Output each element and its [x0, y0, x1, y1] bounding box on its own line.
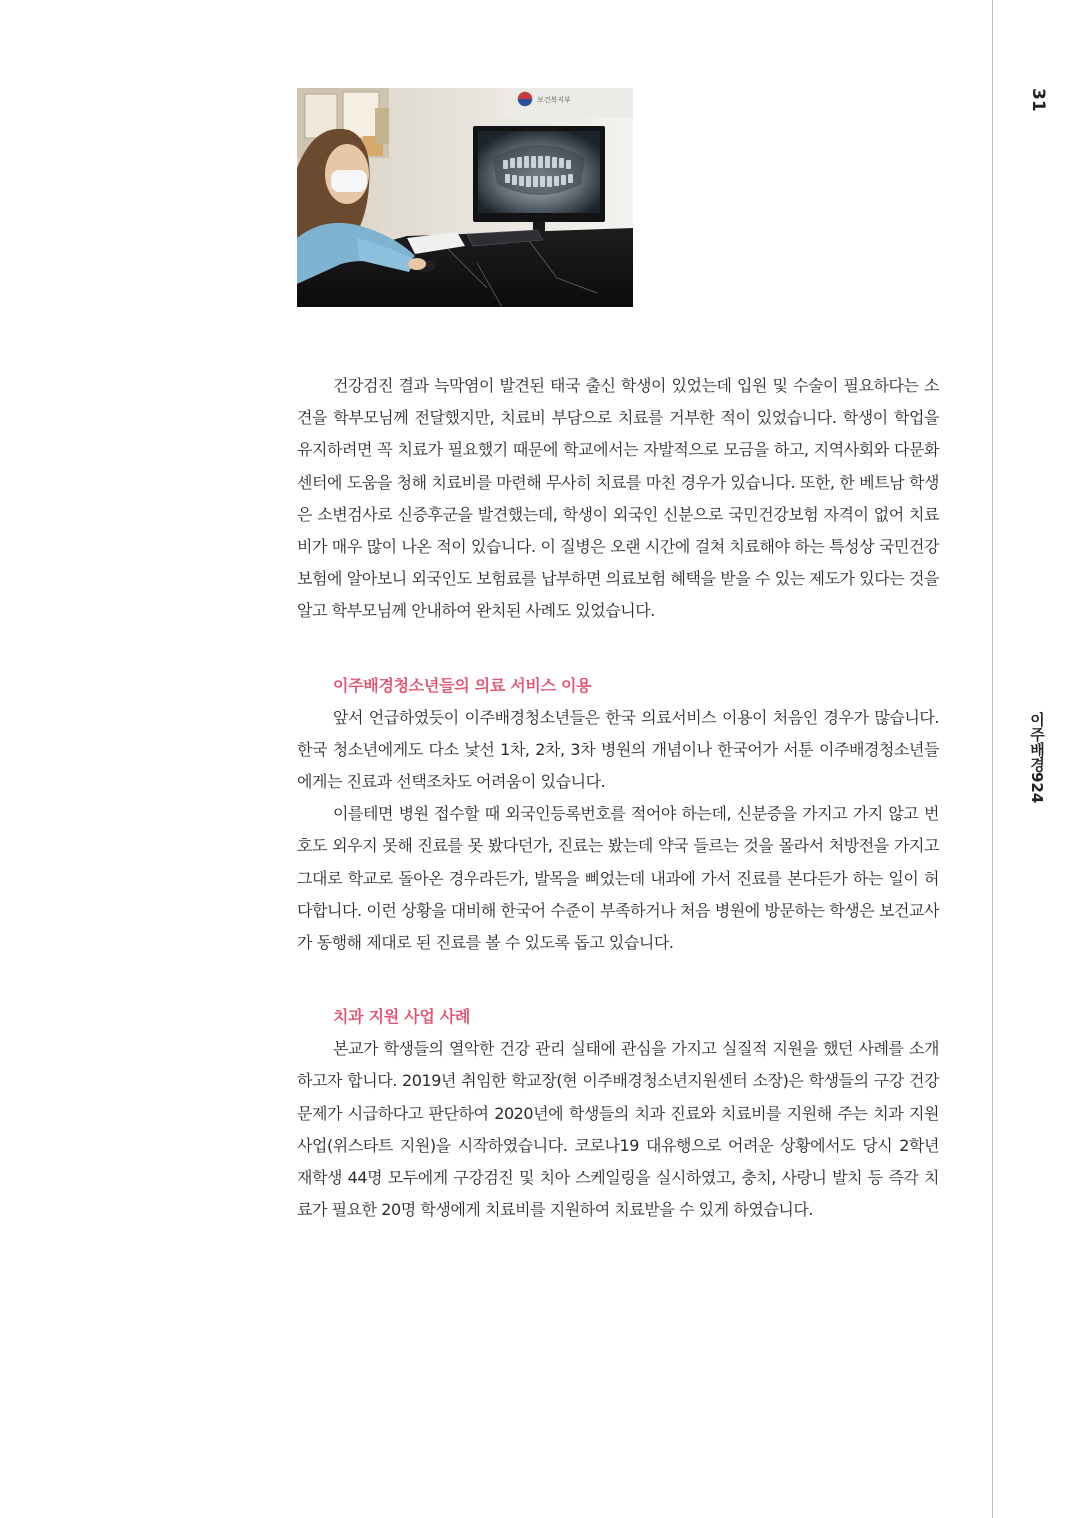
margin-rule [992, 0, 993, 1518]
page-number: 31 [1028, 88, 1048, 112]
section2-paragraph-1: 본교가 학생들의 열악한 건강 관리 실태에 관심을 가지고 실질적 지원을 했던 사례를 소개하고자 합니다. 2019년 취임한 학교장(현 이주배경청소년지원센터 소장)은 학생들의 구강 건강 문제가 시급하다고 판단하여 2020년에 학생들의 치과 진료와 치료비를 지원해 주는 치과 지원 사업(위스타트 지원)을 시작하였습니다. 코로나19 대유행으로 어려운 상황에서도 당시 2학년 재학생 44명 모두에게 구강검진 및 치아 스케일링을 실시하였고, 충치, 사랑니 발치 등 즉각 치료가 필요한 20명 학생에게 치료비를 지원하여 치료받을 수 있게 하였습니다. [297, 1039, 939, 1220]
article-body [297, 370, 939, 1226]
dental-xray-photo [297, 88, 633, 307]
sign-text: 보건복지부 [537, 96, 571, 104]
section1-paragraph-2: 이를테면 병원 접수할 때 외국인등록번호를 적어야 하는데, 신분증을 가지고 가지 않고 번호도 외우지 못해 진료를 못 봤다던가, 진료는 봤는데 약국 들르는 것을 몰라서 처방전을 가지고 그대로 학교로 돌아온 경우라든가, 발목을 삐었는데 내과에 가서 진료를 본다든가 하는 일이 허다합니다. 이런 상황을 대비해 한국어 수준이 부족하거나 처음 병원에 방문하는 학생은 보건교사가 동행해 제대로 된 진료를 볼 수 있도록 돕고 있습니다. [297, 804, 939, 953]
running-title: 이주배경924 [1028, 712, 1046, 804]
section-heading-dental-support: 치과 지원 사업 사례 [333, 1007, 471, 1027]
section-heading-medical-services: 이주배경청소년들의 의료 서비스 이용 [333, 675, 592, 695]
section1-paragraph-1: 앞서 언급하였듯이 이주배경청소년들은 한국 의료서비스 이용이 처음인 경우가 많습니다. 한국 청소년에게도 다소 낯선 1차, 2차, 3차 병원의 개념이나 한국어가 서툰 이주배경청소년들에게는 진료과 선택조차도 어려움이 있습니다. [297, 707, 939, 792]
intro-paragraph: 건강검진 결과 늑막염이 발견된 태국 출신 학생이 있었는데 입원 및 수술이 필요하다는 소견을 학부모님께 전달했지만, 치료비 부담으로 치료를 거부한 적이 있었습니다. 학생이 학업을 유지하려면 꼭 치료가 필요했기 때문에 학교에서는 자발적으로 모금을 하고, 지역사회와 다문화센터에 도움을 청해 치료비를 마련해 무사히 치료를 마친 경우가 있습니다. 또한, 한 베트남 학생은 소변검사로 신증후군을 발견했는데, 학생이 외국인 신분으로 국민건강보험 자격이 없어 치료비가 매우 많이 나온 적이 있습니다. 이 질병은 오랜 시간에 걸쳐 치료해야 하는 특성상 국민건강보험에 알아보니 외국인도 보험료를 납부하면 의료보험 혜택을 받을 수 있는 제도가 있다는 것을 알고 학부모님께 안내하여 완치된 사례도 있었습니다. [297, 376, 939, 621]
